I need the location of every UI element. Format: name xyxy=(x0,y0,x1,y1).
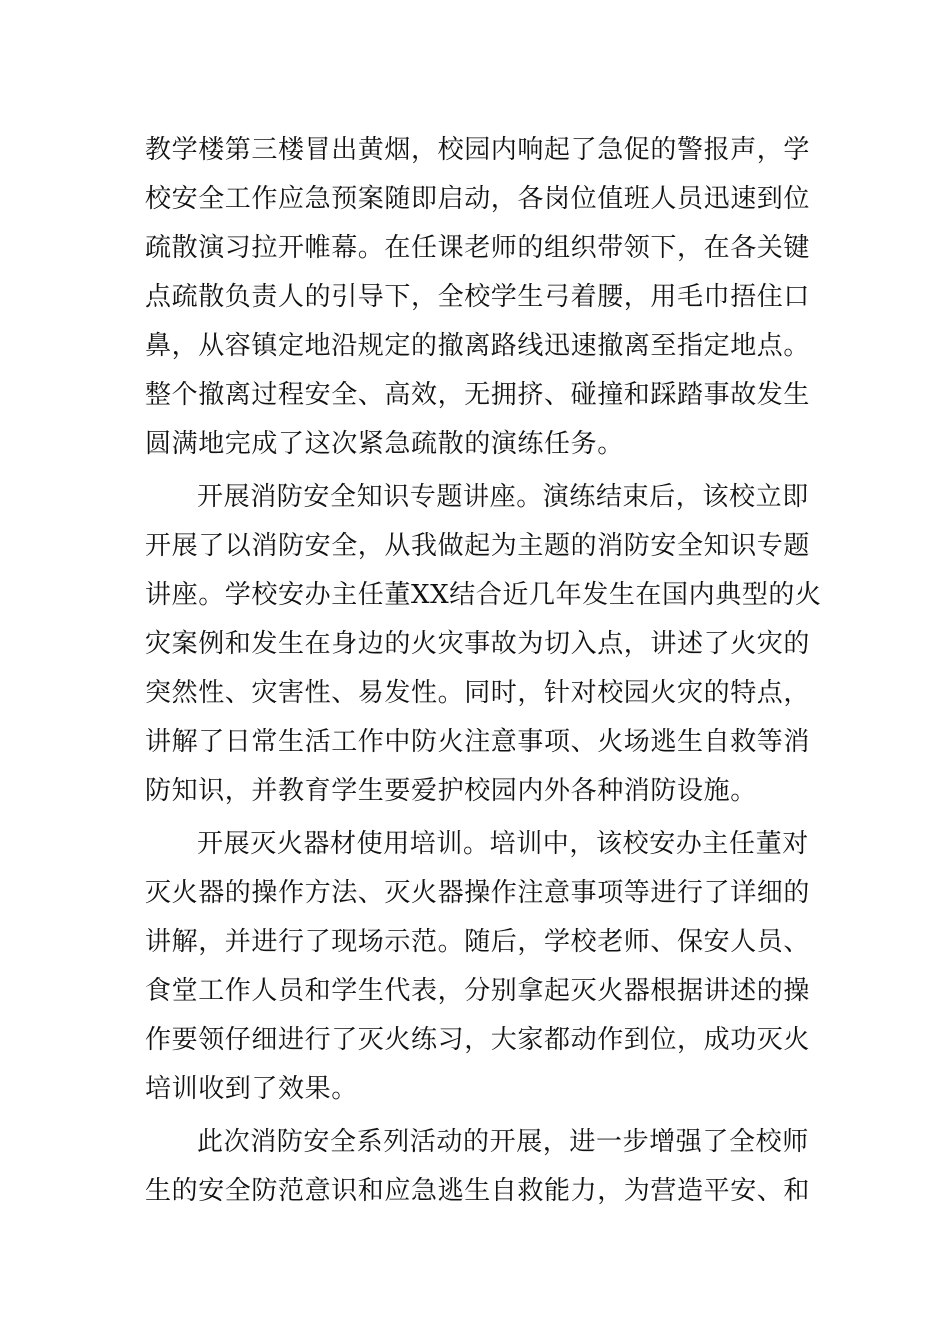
text-line: 教学楼第三楼冒出黄烟，校园内响起了急促的警报声，学 xyxy=(145,135,811,165)
text-line: 整个撤离过程安全、高效，无拥挤、碰撞和踩踏事故发生 xyxy=(145,380,811,410)
text-line: 灾案例和发生在身边的火灾事故为切入点，讲述了火灾的 xyxy=(145,629,811,659)
text-line: 生的安全防范意识和应急逃生自救能力，为营造平安、和 xyxy=(145,1176,811,1206)
text-line: 防知识，并教育学生要爱护校园内外各种消防设施。 xyxy=(145,776,757,806)
paragraph-start-line: 此次消防安全系列活动的开展，进一步增强了全校师 xyxy=(197,1127,809,1157)
text-line: 讲解，并进行了现场示范。随后，学校老师、保安人员、 xyxy=(145,927,811,957)
paragraph-start-line: 开展消防安全知识专题讲座。演练结束后，该校立即 xyxy=(197,482,809,512)
text-line: 圆满地完成了这次紧急疏散的演练任务。 xyxy=(145,429,624,459)
text-line: 讲座。学校安办主任董XX结合近几年发生在国内典型的火 xyxy=(145,580,822,610)
text-line: 点疏散负责人的引导下，全校学生弓着腰，用毛巾捂住口 xyxy=(145,282,811,312)
text-line: 培训收到了效果。 xyxy=(145,1074,358,1104)
text-line: 突然性、灾害性、易发性。同时，针对校园火灾的特点， xyxy=(145,678,811,708)
text-line: 食堂工作人员和学生代表，分别拿起灭火器根据讲述的操 xyxy=(145,976,811,1006)
text-line: 开展了以消防安全，从我做起为主题的消防安全知识专题 xyxy=(145,531,811,561)
text-line: 校安全工作应急预案随即启动，各岗位值班人员迅速到位 xyxy=(145,184,811,214)
text-line: 疏散演习拉开帷幕。在任课老师的组织带领下，在各关键 xyxy=(145,233,811,263)
text-line: 灭火器的操作方法、灭火器操作注意事项等进行了详细的 xyxy=(145,878,811,908)
text-line: 讲解了日常生活工作中防火注意事项、火场逃生自救等消 xyxy=(145,727,811,757)
text-line: 鼻，从容镇定地沿规定的撤离路线迅速撤离至指定地点。 xyxy=(145,331,811,361)
paragraph-start-line: 开展灭火器材使用培训。培训中，该校安办主任董对 xyxy=(197,829,809,859)
text-line: 作要领仔细进行了灭火练习，大家都动作到位，成功灭火 xyxy=(145,1025,811,1055)
